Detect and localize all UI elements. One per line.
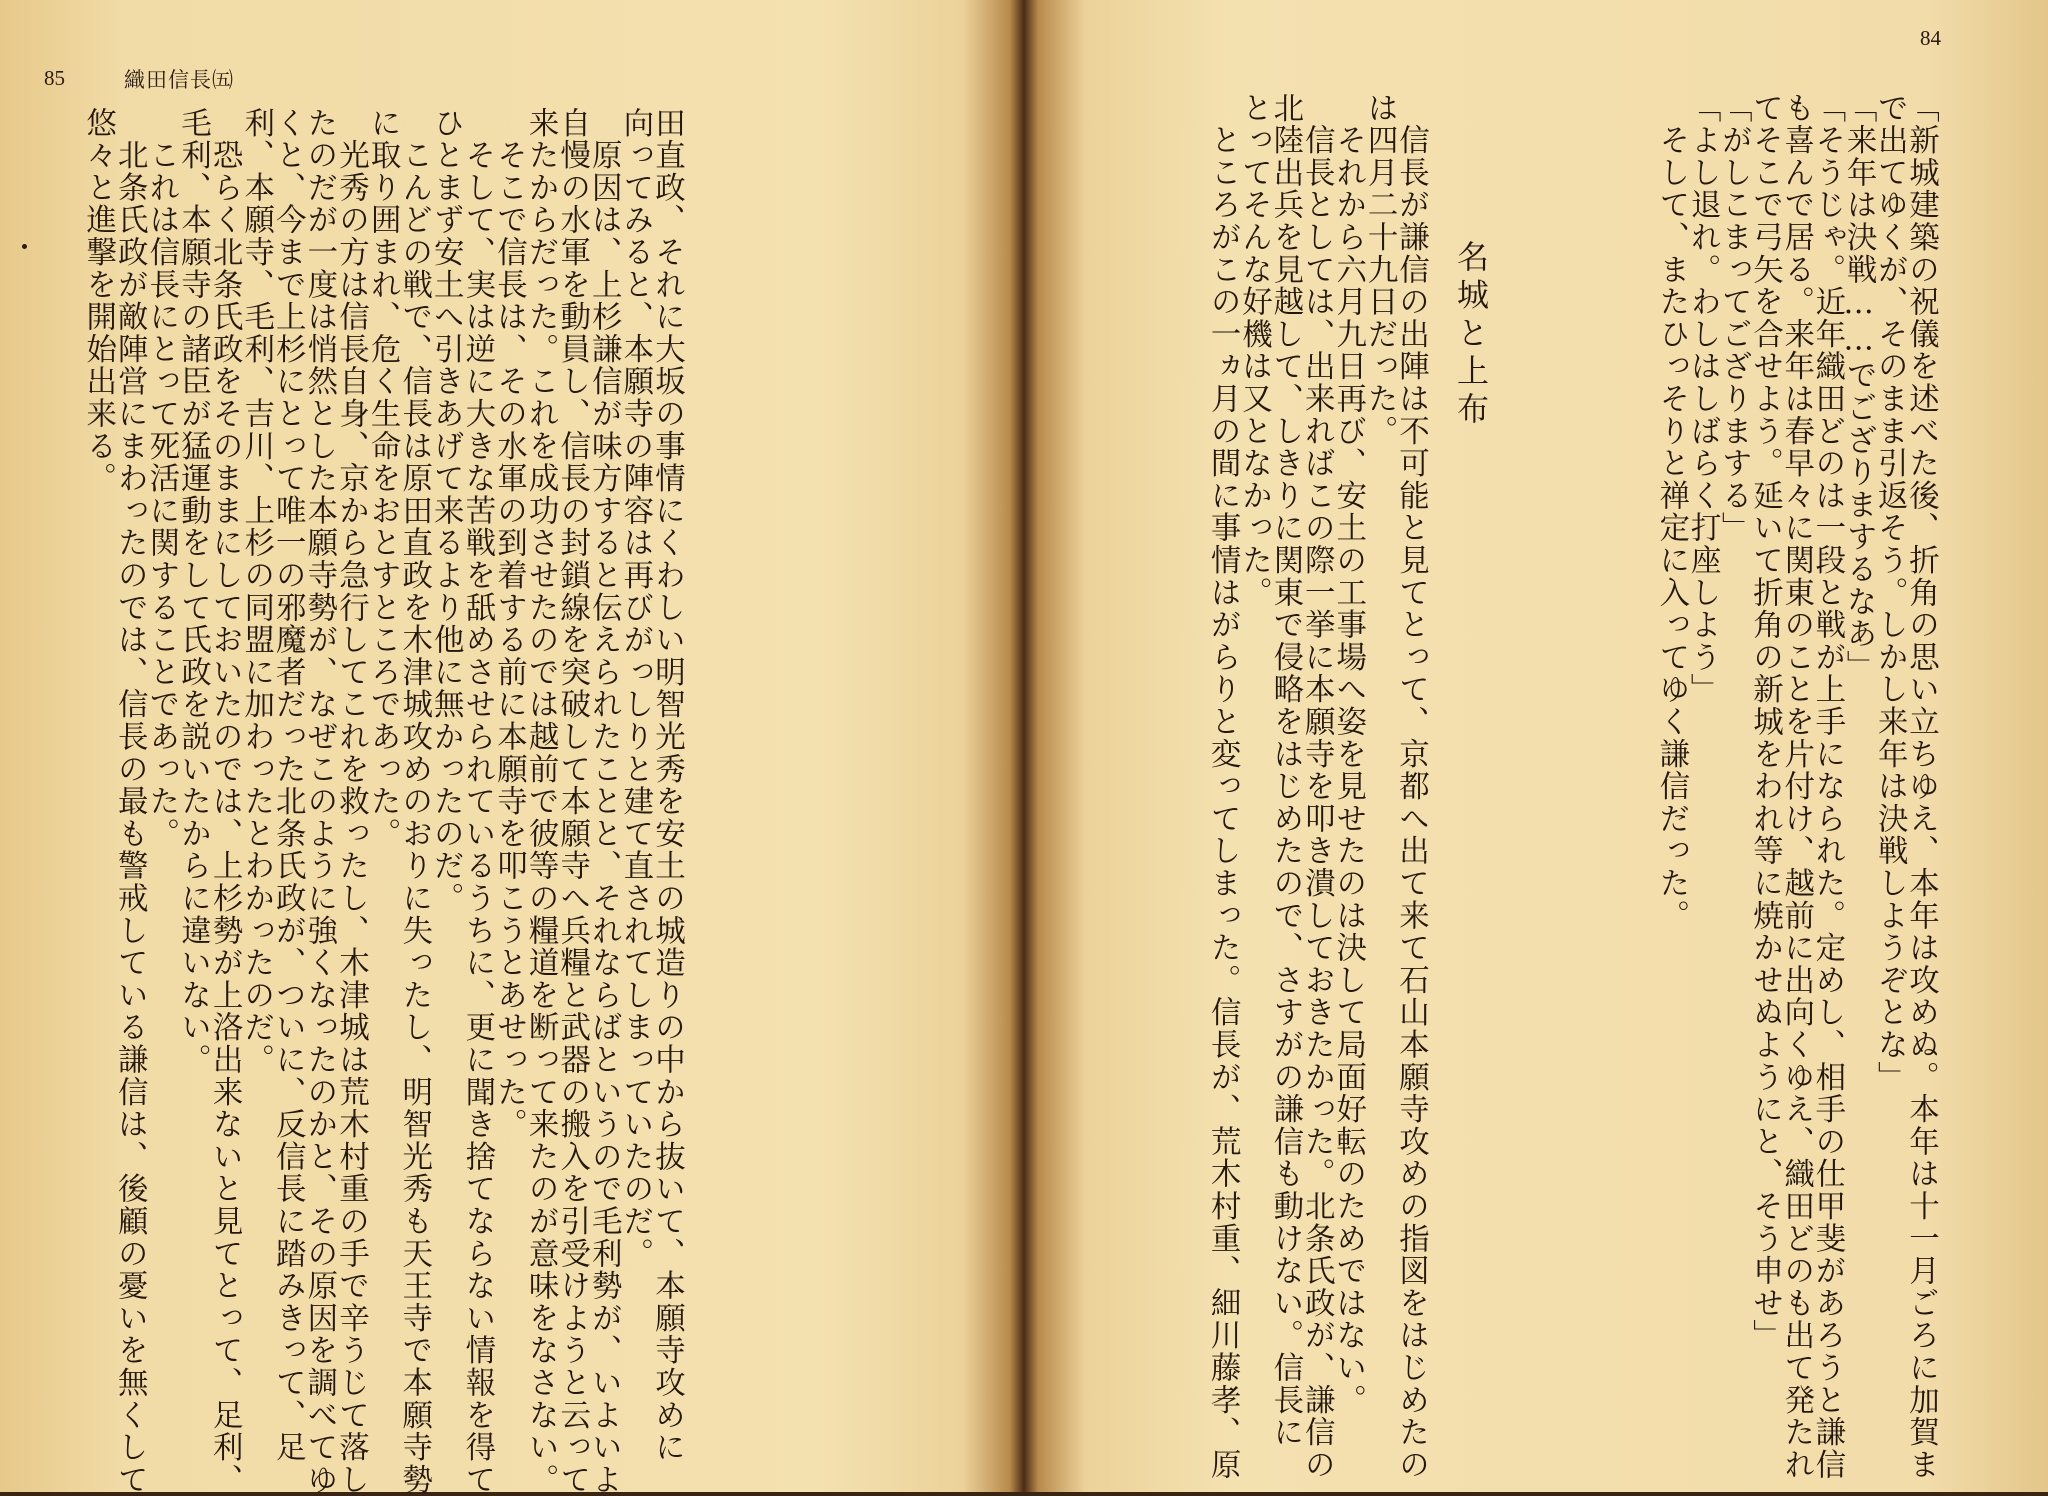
text-line: 「よし退れ。わしはしばらく打座しよう」: [1685, 92, 1721, 706]
left-page-number: 85: [44, 66, 65, 90]
text-line: 「そうじゃ。近年織田どのは一段と戦が上手になられた。定めし、相手の仕甲斐があろうと謙信: [1809, 92, 1845, 1481]
text-line: 信長が謙信の出陣は不可能と見てとって、京都へ出て来て石山本願寺攻めの指図をはじめたの: [1393, 92, 1429, 1481]
section-heading: 名城と上布: [1452, 240, 1490, 430]
text-line: 原因は、上杉謙信が味方すると伝えられたことと、それならばというので毛利勢が、いよいよ: [586, 107, 622, 1496]
text-line: は四月二十九日だった。: [1362, 92, 1398, 448]
text-line: とってそんな好機は又となかった。: [1236, 92, 1272, 609]
text-line: 向ってみると、本願寺の陣容は再びがっしりと建て直されてしまっていたのだ。: [617, 107, 653, 1270]
text-line: 自慢の水軍を動員し、信長の封鎖線を突破して本願寺へ兵糧と武器の搬入を引受けようと云って: [554, 107, 590, 1496]
text-line: 「新城建築の祝儀を述べた後、折角の思い立ちゆえ、本年は攻めぬ。本年は十一月ごろに加賀ま: [1903, 92, 1939, 1481]
text-line: ところがこの一ヵ月の間に事情はがらりと変ってしまった。信長が、荒木村重、細川藤孝、原: [1205, 92, 1241, 1481]
text-line: 毛利、本願寺の諸臣が猛運動をして氏政を説いたからに違いない。: [175, 107, 211, 1076]
text-line: てそこで弓矢を合せよう。延いて折角の新城をわれ等に焼かせぬようにと、そう申せ」: [1747, 92, 1783, 1352]
left-page: [0, 0, 1005, 1496]
text-line: そして、またひっそりと禅定に入ってゆく謙信だった。: [1653, 92, 1689, 932]
running-head: 織田信長㈤: [124, 68, 234, 92]
text-line: たのだが一度は悄然とした本願寺勢が、なぜこのように強くなったのかと、その原因を調べてゆ: [301, 107, 337, 1496]
text-line: くと、今まで上杉にとって唯一の邪魔者だった北条氏政が、ついに、反信長に踏みきって、足: [270, 107, 306, 1464]
text-line: そこで信長は、その水軍の到着する前に本願寺を叩こうとあせった。: [491, 107, 527, 1141]
text-line: それから六月九日再び、安土の工事場へ姿を見せたのは決して局面好転のためではない。: [1330, 92, 1366, 1417]
text-line: に取り囲まれ、危く生命をおとすところであった。: [365, 107, 401, 850]
text-line: 信長としては、出来ればこの際一挙に本願寺を叩き潰しておきたかった。北条氏政が、謙信の: [1299, 92, 1335, 1481]
margin-mark: [22, 244, 27, 249]
text-line: 利、本願寺、毛利、吉川、上杉の同盟に加わったとわかったのだ。: [238, 107, 274, 1076]
text-line: 光秀の方は信長自身、京から急行してこれを救ったし、木津城は荒木村重の手で辛うじて落し: [333, 107, 369, 1496]
text-line: 「がしこまってござりまする」: [1716, 92, 1752, 545]
text-line: 北陸出兵を見越して、しきりに関東で侵略をはじめたので、さすがの謙信も動けない。信長に: [1267, 92, 1303, 1449]
text-line: 恐らく北条氏政をそのままにしておいたのでは、上杉勢が上洛出来ないと見てとって、足利、: [207, 107, 243, 1496]
text-line: こんどの戦で、信長は原田直政を木津城攻めのおりに失ったし、明智光秀も天王寺で本願寺勢: [396, 107, 432, 1496]
text-line: 来たからだった。これを成功させたのでは越前で彼等の糧道を断って来たのが意味をなさない。: [523, 107, 559, 1496]
text-line: 「来年は決戦……でござりまするなあ」: [1841, 92, 1877, 683]
right-page: [1010, 0, 2048, 1492]
text-line: 悠々と進撃を開始出来る。: [80, 107, 116, 495]
text-line: も喜んで居る。来年は春早々に関東のことを片付け、越前に出向くゆえ、織田どのも出て発たれ: [1778, 92, 1814, 1481]
text-line: 北条氏政が敵陣営にまわったのでは、信長の最も警戒している謙信は、後顧の憂いを無くして: [112, 107, 148, 1496]
text-line: で出てゆくが、そのまま引返そう。しかし来年は決戦しようぞとな」: [1872, 92, 1908, 1094]
text-line: これは信長にとって死活に関することであった。: [143, 107, 179, 850]
text-line: 田直政、それに大坂の事情にくわしい明智光秀を安土の城造りの中から抜いて、本願寺攻めに: [649, 107, 685, 1464]
right-page-number: 84: [1920, 26, 1941, 50]
text-line: そして、実は逆に大きな苦戦を舐めさせられているうちに、更に聞き捨てならない情報を得て: [459, 107, 495, 1496]
text-line: ひとまず安土へ引きあげて来るより他に無かったのだ。: [428, 107, 464, 915]
